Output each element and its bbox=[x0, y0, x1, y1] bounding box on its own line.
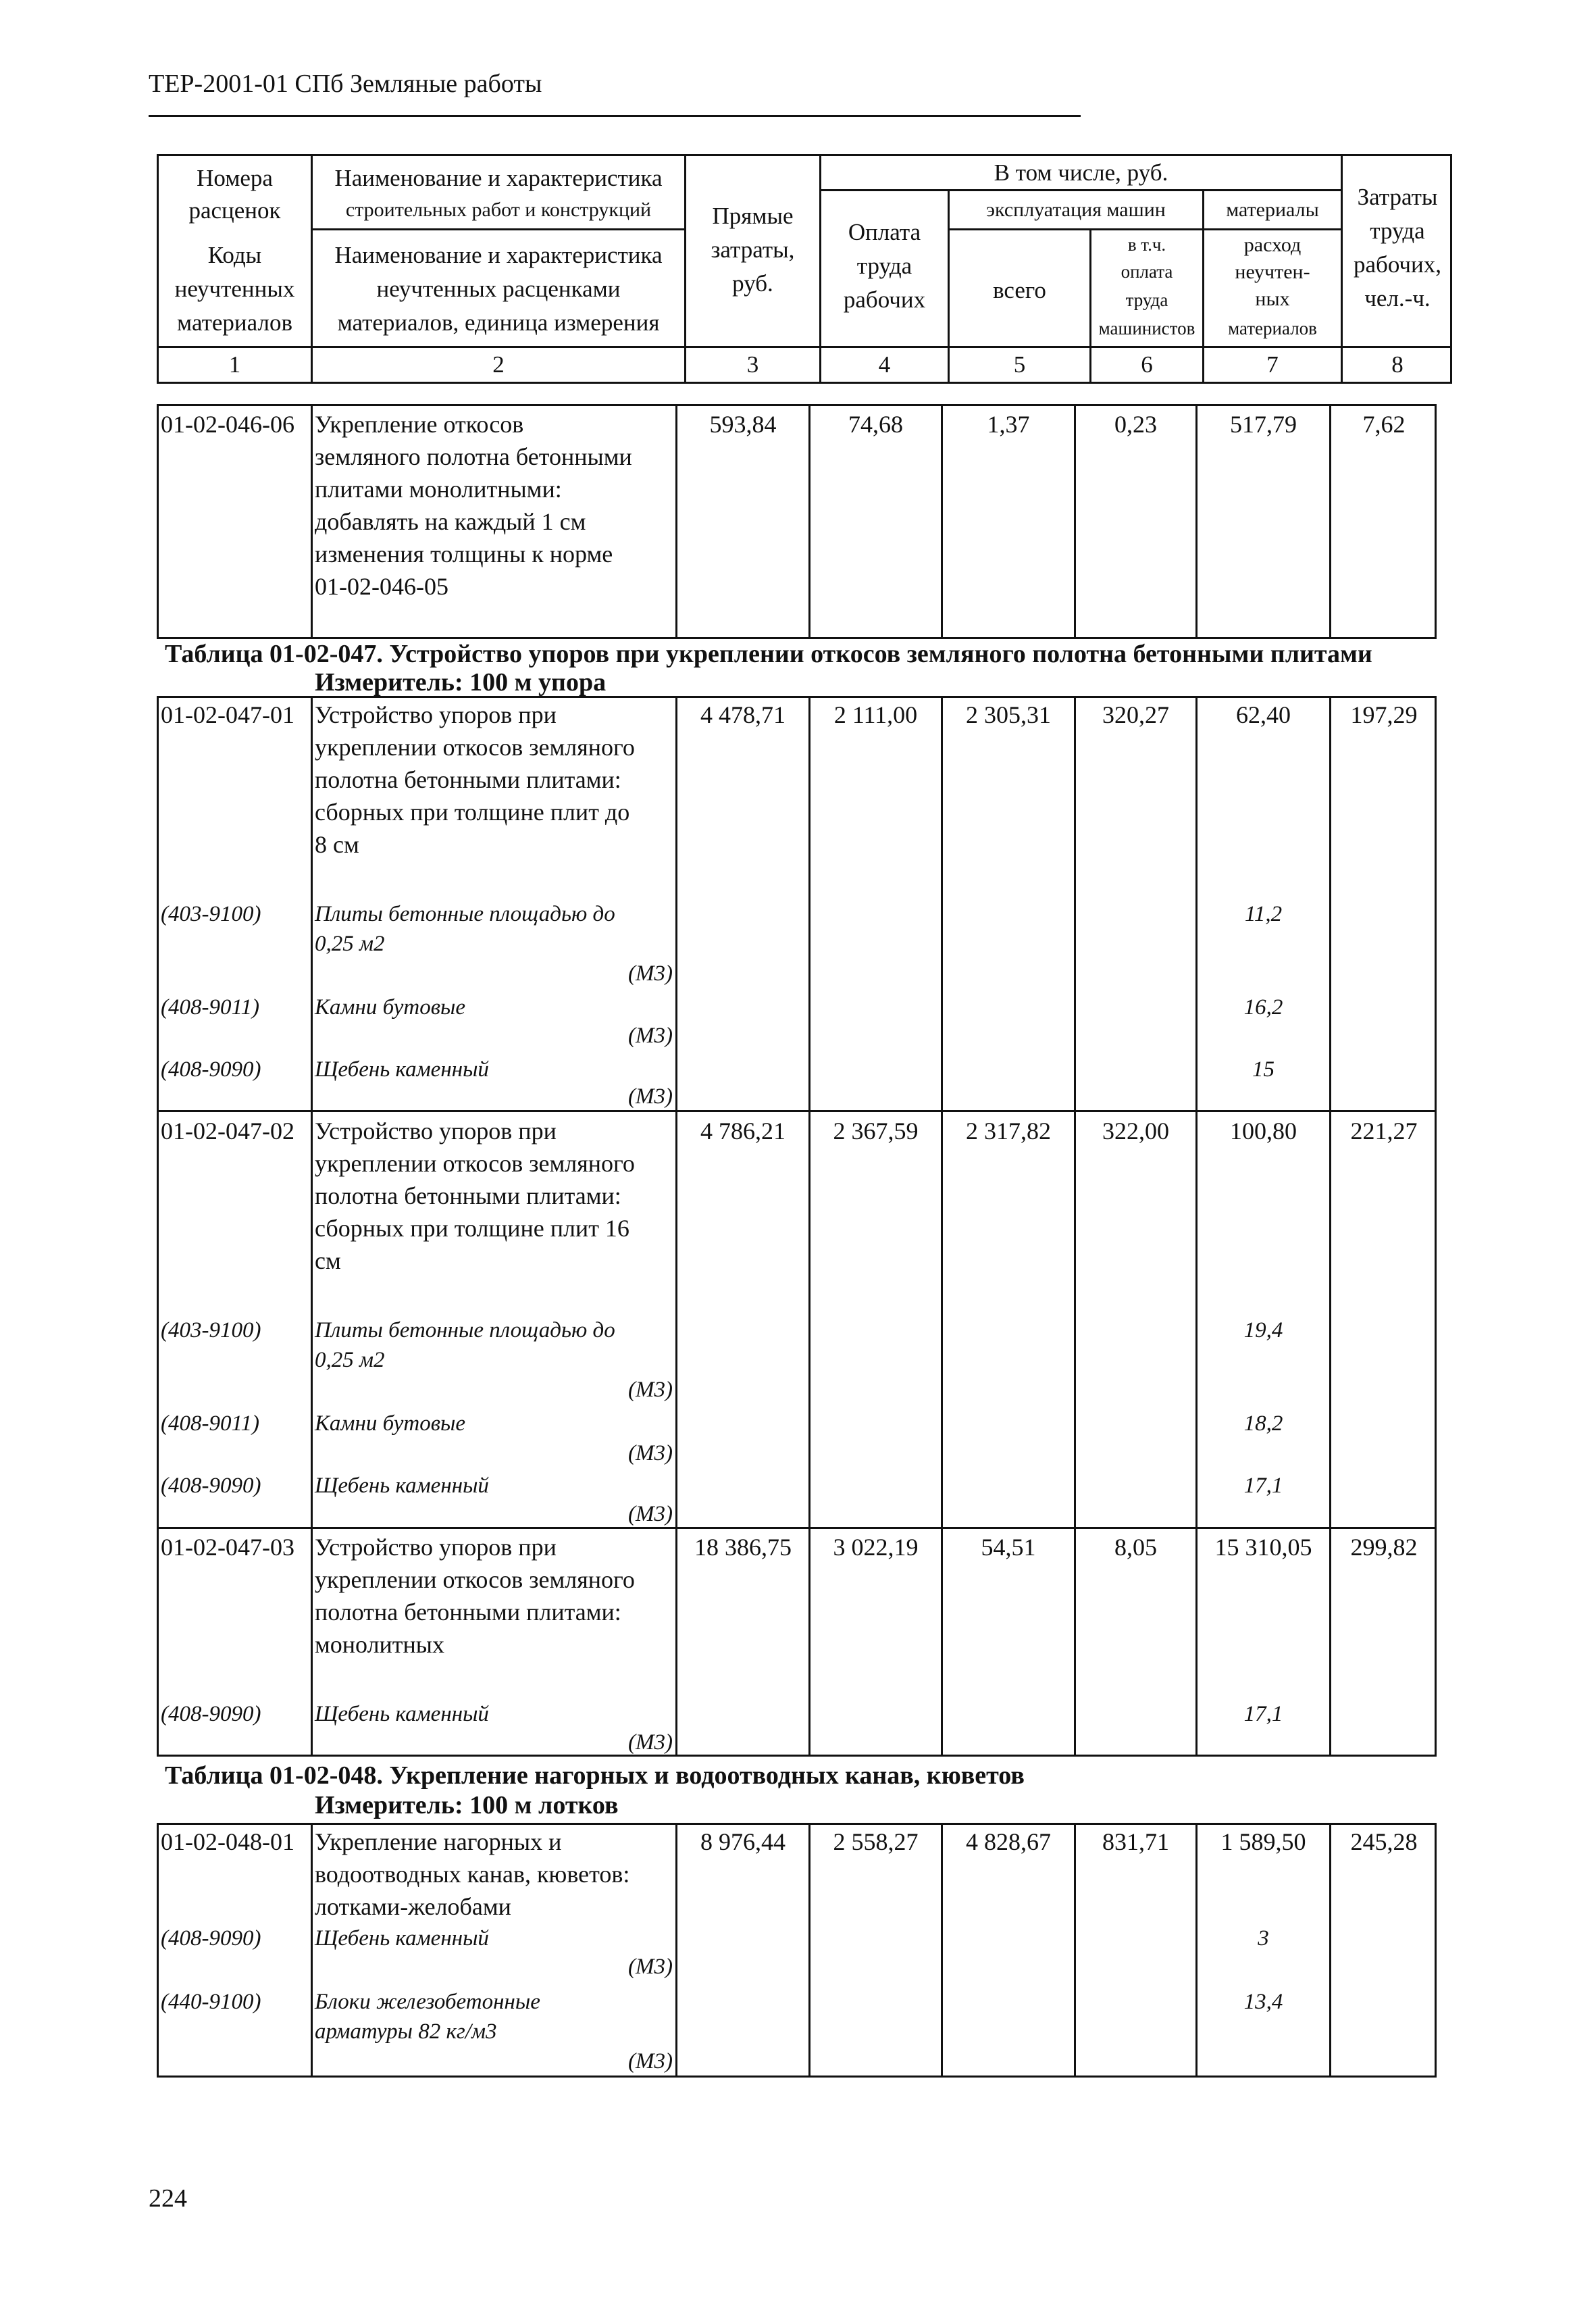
hdr-col8-4: чел.-ч. bbox=[1364, 285, 1431, 311]
table-048-meter: Измеритель: 100 м лотков bbox=[315, 1791, 619, 1819]
hdr-col5: всего bbox=[993, 277, 1046, 303]
material-unit: (М3) bbox=[628, 1378, 673, 1402]
material-qty: 3 bbox=[1258, 1926, 1269, 1951]
value-materials: 1 589,50 bbox=[1220, 1828, 1306, 1855]
value-materials: 62,40 bbox=[1236, 701, 1291, 728]
table-047-title: Таблица 01-02-047. Устройство упоров при укреплении откосов земляного полотна бетонными плитами bbox=[165, 640, 1372, 668]
material-unit: (М3) bbox=[628, 1024, 673, 1048]
material-name-1: Плиты бетонные площадью до bbox=[315, 1318, 615, 1342]
rate-code: 01-02-046-06 bbox=[161, 411, 294, 438]
rate-name-3: полотна бетонными плитами: bbox=[315, 766, 621, 793]
rate-name-1: Укрепление откосов bbox=[315, 411, 524, 438]
rate-name-2: земляного полотна бетонными bbox=[315, 443, 632, 470]
hdr-col6-2: оплата bbox=[1121, 261, 1173, 282]
rate-name-5: 8 см bbox=[315, 831, 359, 858]
material-name-1: Камни бутовые bbox=[315, 995, 466, 1020]
value-labor: 2 367,59 bbox=[833, 1117, 919, 1145]
material-name-1: Щебень каменный bbox=[315, 1926, 489, 1951]
material-name-2: 0,25 м2 bbox=[315, 932, 385, 956]
rate-name-4: сборных при толщине плит до bbox=[315, 799, 630, 826]
material-code: (408-9090) bbox=[161, 1702, 261, 1726]
material-qty: 15 bbox=[1252, 1057, 1275, 1082]
material-name-1: Блоки железобетонные bbox=[315, 1990, 540, 2014]
material-qty: 17,1 bbox=[1243, 1474, 1283, 1498]
material-name-2: арматуры 82 кг/м3 bbox=[315, 2019, 497, 2044]
material-unit: (М3) bbox=[628, 1084, 673, 1109]
hdr-col6-4: машинистов bbox=[1098, 318, 1195, 338]
rate-code: 01-02-047-03 bbox=[161, 1534, 294, 1561]
value-operators: 0,23 bbox=[1114, 411, 1157, 438]
material-code: (408-9090) bbox=[161, 1057, 261, 1082]
rate-name-1: Устройство упоров при bbox=[315, 1534, 557, 1561]
value-machines: 2 305,31 bbox=[966, 701, 1051, 728]
table-047-meter: Измеритель: 100 м упора bbox=[315, 668, 607, 697]
value-machines: 2 317,82 bbox=[966, 1117, 1051, 1145]
hdr-col7-2: неучтен- bbox=[1235, 261, 1310, 283]
hdr-mat-group: материалы bbox=[1226, 199, 1319, 221]
hdr-num-2: 2 bbox=[492, 351, 505, 378]
value-operators: 831,71 bbox=[1102, 1828, 1169, 1855]
material-unit: (М3) bbox=[628, 961, 673, 986]
rate-name-3: лотками-желобами bbox=[315, 1893, 511, 1920]
hdr-col6-3: труда bbox=[1125, 290, 1168, 310]
hdr-col8-1: Затраты bbox=[1357, 184, 1438, 210]
material-name-1: Щебень каменный bbox=[315, 1702, 489, 1726]
value-operators: 322,00 bbox=[1102, 1117, 1169, 1145]
material-unit: (М3) bbox=[628, 1441, 673, 1465]
rate-name-2: укреплении откосов земляного bbox=[315, 1566, 635, 1593]
rate-name-4: монолитных bbox=[315, 1631, 444, 1658]
hdr-num-7: 7 bbox=[1266, 351, 1279, 378]
material-qty: 18,2 bbox=[1243, 1411, 1283, 1436]
value-labor-hours: 221,27 bbox=[1350, 1117, 1418, 1145]
rate-name-5: см bbox=[315, 1247, 341, 1274]
page-number: 224 bbox=[149, 2184, 187, 2213]
rate-name-3: полотна бетонными плитами: bbox=[315, 1599, 621, 1626]
material-qty: 16,2 bbox=[1243, 995, 1283, 1020]
title-rule bbox=[149, 115, 1081, 117]
hdr-col3-1: Прямые bbox=[712, 203, 794, 229]
hdr-col3-3: руб. bbox=[732, 270, 773, 297]
material-unit: (М3) bbox=[628, 2049, 673, 2073]
hdr-col1-bot-2: неучтенных bbox=[174, 276, 295, 302]
rate-name-1: Укрепление нагорных и bbox=[315, 1828, 562, 1855]
rate-name-1: Устройство упоров при bbox=[315, 1117, 557, 1145]
hdr-num-5: 5 bbox=[1013, 351, 1026, 378]
rate-code: 01-02-048-01 bbox=[161, 1828, 294, 1855]
hdr-col4-1: Оплата bbox=[848, 219, 921, 245]
value-direct: 18 386,75 bbox=[694, 1534, 792, 1561]
value-direct: 4 786,21 bbox=[700, 1117, 786, 1145]
hdr-col7-3: ных bbox=[1255, 288, 1290, 310]
hdr-mach-group: эксплуатация машин bbox=[986, 199, 1166, 221]
material-code: (403-9100) bbox=[161, 902, 261, 926]
value-labor: 74,68 bbox=[848, 411, 903, 438]
rate-name-2: водоотводных канав, кюветов: bbox=[315, 1861, 630, 1888]
rate-name-5: изменения толщины к норме bbox=[315, 540, 613, 568]
hdr-col1-top-1: Номера bbox=[197, 165, 273, 191]
hdr-num-4: 4 bbox=[878, 351, 891, 378]
hdr-col2-bot-3: материалов, единица измерения bbox=[337, 309, 660, 336]
value-labor-hours: 7,62 bbox=[1362, 411, 1406, 438]
material-code: (408-9090) bbox=[161, 1926, 261, 1951]
material-qty: 19,4 bbox=[1243, 1318, 1283, 1342]
material-code: (408-9011) bbox=[161, 995, 260, 1020]
value-materials: 15 310,05 bbox=[1214, 1534, 1312, 1561]
value-labor-hours: 299,82 bbox=[1350, 1534, 1418, 1561]
value-operators: 8,05 bbox=[1114, 1534, 1157, 1561]
hdr-col8-2: труда bbox=[1370, 218, 1425, 244]
rate-name-3: плитами монолитными: bbox=[315, 476, 562, 503]
table-048-title: Таблица 01-02-048. Укрепление нагорных и водоотводных канав, кюветов bbox=[165, 1761, 1025, 1790]
material-name-1: Щебень каменный bbox=[315, 1057, 489, 1082]
hdr-col3-2: затраты, bbox=[711, 236, 795, 263]
hdr-num-6: 6 bbox=[1141, 351, 1153, 378]
material-code: (408-9090) bbox=[161, 1474, 261, 1498]
material-code: (408-9011) bbox=[161, 1411, 260, 1436]
material-unit: (М3) bbox=[628, 1730, 673, 1755]
material-qty: 17,1 bbox=[1243, 1702, 1283, 1726]
material-name-1: Камни бутовые bbox=[315, 1411, 466, 1436]
hdr-col4-3: рабочих bbox=[843, 286, 926, 313]
hdr-col8-3: рабочих, bbox=[1353, 251, 1442, 278]
rate-code: 01-02-047-01 bbox=[161, 701, 294, 728]
value-machines: 4 828,67 bbox=[966, 1828, 1051, 1855]
value-direct: 8 976,44 bbox=[700, 1828, 786, 1855]
value-labor: 2 558,27 bbox=[833, 1828, 919, 1855]
hdr-col6-1: в т.ч. bbox=[1127, 234, 1166, 255]
value-materials: 517,79 bbox=[1230, 411, 1297, 438]
running-title: ТЕР-2001-01 СПб Земляные работы bbox=[149, 70, 542, 98]
rate-code: 01-02-047-02 bbox=[161, 1117, 294, 1145]
value-labor-hours: 245,28 bbox=[1350, 1828, 1418, 1855]
hdr-group: В том числе, руб. bbox=[994, 159, 1168, 186]
hdr-col1-top-2: расценок bbox=[188, 197, 281, 224]
material-unit: (М3) bbox=[628, 1955, 673, 1979]
value-direct: 4 478,71 bbox=[700, 701, 786, 728]
rate-name-4: сборных при толщине плит 16 bbox=[315, 1215, 629, 1242]
material-name-2: 0,25 м2 bbox=[315, 1348, 385, 1372]
hdr-col1-bot-3: материалов bbox=[177, 309, 292, 336]
hdr-col2-bot-1: Наименование и характеристика bbox=[334, 242, 663, 268]
value-operators: 320,27 bbox=[1102, 701, 1169, 728]
value-labor: 2 111,00 bbox=[833, 701, 918, 728]
material-name-1: Щебень каменный bbox=[315, 1474, 489, 1498]
value-machines: 1,37 bbox=[987, 411, 1030, 438]
value-materials: 100,80 bbox=[1230, 1117, 1297, 1145]
hdr-col2-top-1: Наименование и характеристика bbox=[334, 165, 663, 191]
hdr-num-1: 1 bbox=[228, 351, 241, 378]
hdr-num-8: 8 bbox=[1391, 351, 1404, 378]
hdr-num-3: 3 bbox=[746, 351, 759, 378]
material-name-1: Плиты бетонные площадью до bbox=[315, 902, 615, 926]
material-code: (403-9100) bbox=[161, 1318, 261, 1342]
value-labor-hours: 197,29 bbox=[1350, 701, 1418, 728]
hdr-col2-top-2: строительных работ и конструкций bbox=[345, 199, 652, 221]
material-code: (440-9100) bbox=[161, 1990, 261, 2014]
rate-name-1: Устройство упоров при bbox=[315, 701, 557, 728]
material-qty: 11,2 bbox=[1244, 902, 1283, 926]
value-machines: 54,51 bbox=[981, 1534, 1036, 1561]
hdr-col1-bot-1: Коды bbox=[207, 242, 262, 268]
hdr-col7-1: расход bbox=[1243, 234, 1302, 256]
rate-name-2: укреплении откосов земляного bbox=[315, 734, 635, 761]
value-direct: 593,84 bbox=[709, 411, 777, 438]
material-unit: (М3) bbox=[628, 1502, 673, 1526]
material-qty: 13,4 bbox=[1243, 1990, 1283, 2014]
rate-name-3: полотна бетонными плитами: bbox=[315, 1182, 621, 1209]
hdr-col4-2: труда bbox=[856, 253, 912, 279]
value-labor: 3 022,19 bbox=[833, 1534, 919, 1561]
rate-name-6: 01-02-046-05 bbox=[315, 573, 448, 600]
rate-name-4: добавлять на каждый 1 см bbox=[315, 508, 586, 535]
hdr-col7-4: материалов bbox=[1228, 318, 1317, 338]
rate-name-2: укреплении откосов земляного bbox=[315, 1150, 635, 1177]
hdr-col2-bot-2: неучтенных расценками bbox=[376, 276, 621, 302]
